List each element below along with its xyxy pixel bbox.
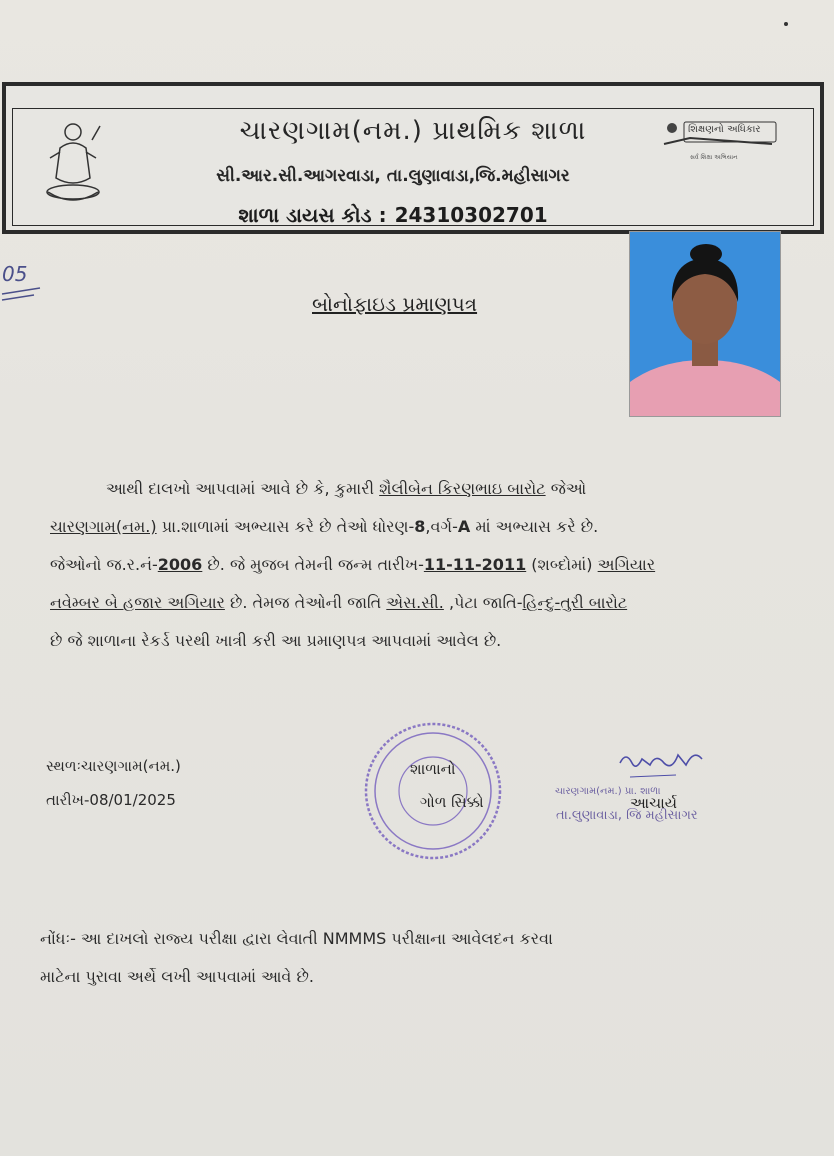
school-address: સી.આર.સી.આગરવાડા, તા.લુણાવાડા,જિ.મહીસાગર bbox=[216, 166, 570, 186]
note-line-2: માટેના પુરાવા અર્થે લખી આપવામાં આવે છે. bbox=[40, 967, 314, 986]
student-name: શૈલીબેન કિરણભાઇ બારોટ bbox=[379, 479, 546, 498]
certificate-title: બોનોફાઇડ પ્રમાણપત્ર bbox=[312, 292, 478, 316]
date-label: તારીખ-08/01/2025 bbox=[46, 791, 176, 809]
seal-label-line-1: શાળાનો bbox=[410, 760, 456, 778]
principal-role: આચાર્ય bbox=[630, 794, 678, 812]
body-text: જેઓ bbox=[550, 479, 587, 498]
principal-signature-icon bbox=[616, 745, 708, 789]
right-logo-subtext: સર્વ શિક્ષા અભિયાન bbox=[690, 154, 738, 161]
reference-number: 05 bbox=[2, 262, 28, 286]
body-line-1 bbox=[50, 470, 750, 508]
dise-code-value: 24310302701 bbox=[394, 203, 548, 227]
right-to-education-logo-icon bbox=[660, 118, 790, 162]
body-line-5: છે જે શાળાના રેકર્ડ પરથી ખાત્રી કરી આ પ્રમાણપત્ર આપવામાં આવેલ છે. bbox=[50, 631, 502, 650]
body-line-2 bbox=[50, 508, 750, 546]
body-text: આથી દાલખો આપવામાં આવે છે કે, કુમારી bbox=[105, 479, 375, 498]
note-section bbox=[40, 920, 740, 996]
standard-value: 8 bbox=[414, 517, 426, 536]
note-line-1: નોંધઃ- આ દાખલો રાજ્ય પરીક્ષા દ્વારા લેવાતી NMMMS પરીક્ષાના આવેલદન કરવા bbox=[40, 929, 553, 948]
body-text: માં અભ્યાસ કરે છે. bbox=[475, 517, 599, 536]
saraswati-emblem-icon bbox=[40, 118, 106, 214]
school-name: ચારણગામ(નમ.) પ્રાથમિક શાળા bbox=[239, 116, 587, 146]
student-photo-icon bbox=[629, 231, 781, 417]
place-label: સ્થળઃચારણગામ(નમ.) bbox=[46, 757, 181, 775]
body-text: છે. તેમજ તેઓની જાતિ bbox=[229, 593, 382, 612]
body-text: (શબ્દોમાં) bbox=[531, 555, 593, 574]
birth-date: 11-11-2011 bbox=[423, 555, 527, 574]
body-text: છે. જે મુજબ તેમની જન્મ તારીખ- bbox=[207, 555, 424, 574]
principal-stamp-line-2: તા.લુણાવાડા, જિ મહીસાગર bbox=[556, 808, 698, 823]
seal-label-line-2: ગોળ સિક્કો bbox=[420, 793, 484, 811]
birth-date-words-1: અગિયાર bbox=[597, 555, 656, 574]
body-line-3 bbox=[50, 546, 750, 584]
principal-stamp-line-1: ચારણગામ(નમ.) પ્રા. શાળા bbox=[555, 786, 661, 797]
school-reference: ચારણગામ(નમ.) bbox=[50, 517, 157, 536]
certificate-body bbox=[50, 470, 750, 660]
body-line-4 bbox=[50, 584, 750, 622]
dise-code-line bbox=[116, 203, 670, 227]
dise-code-label: શાળા ડાયસ કોડ : bbox=[238, 203, 387, 227]
round-seal-stamp-icon bbox=[362, 720, 504, 862]
right-logo-text: શિક્ષણનો અધિકાર bbox=[688, 124, 761, 135]
body-text: ,પેટા જાતિ- bbox=[448, 593, 523, 612]
sub-caste-value: હિન્દુ-તુરી બારોટ bbox=[522, 593, 628, 612]
caste-value: એસ.સી. bbox=[386, 593, 444, 612]
division-value: A bbox=[457, 517, 471, 536]
body-text: ,વર્ગ- bbox=[425, 517, 458, 536]
body-text: જેઓનો જ.ર.નં- bbox=[50, 555, 158, 574]
reference-underline bbox=[0, 284, 44, 304]
body-text: પ્રા.શાળામાં અભ્યાસ કરે છે તેઓ ધોરણ- bbox=[161, 517, 415, 536]
corner-dot bbox=[784, 22, 788, 26]
gr-number: 2006 bbox=[157, 555, 203, 574]
birth-date-words-2: નવેમ્બર બે હજાર અગિયાર bbox=[50, 593, 225, 612]
